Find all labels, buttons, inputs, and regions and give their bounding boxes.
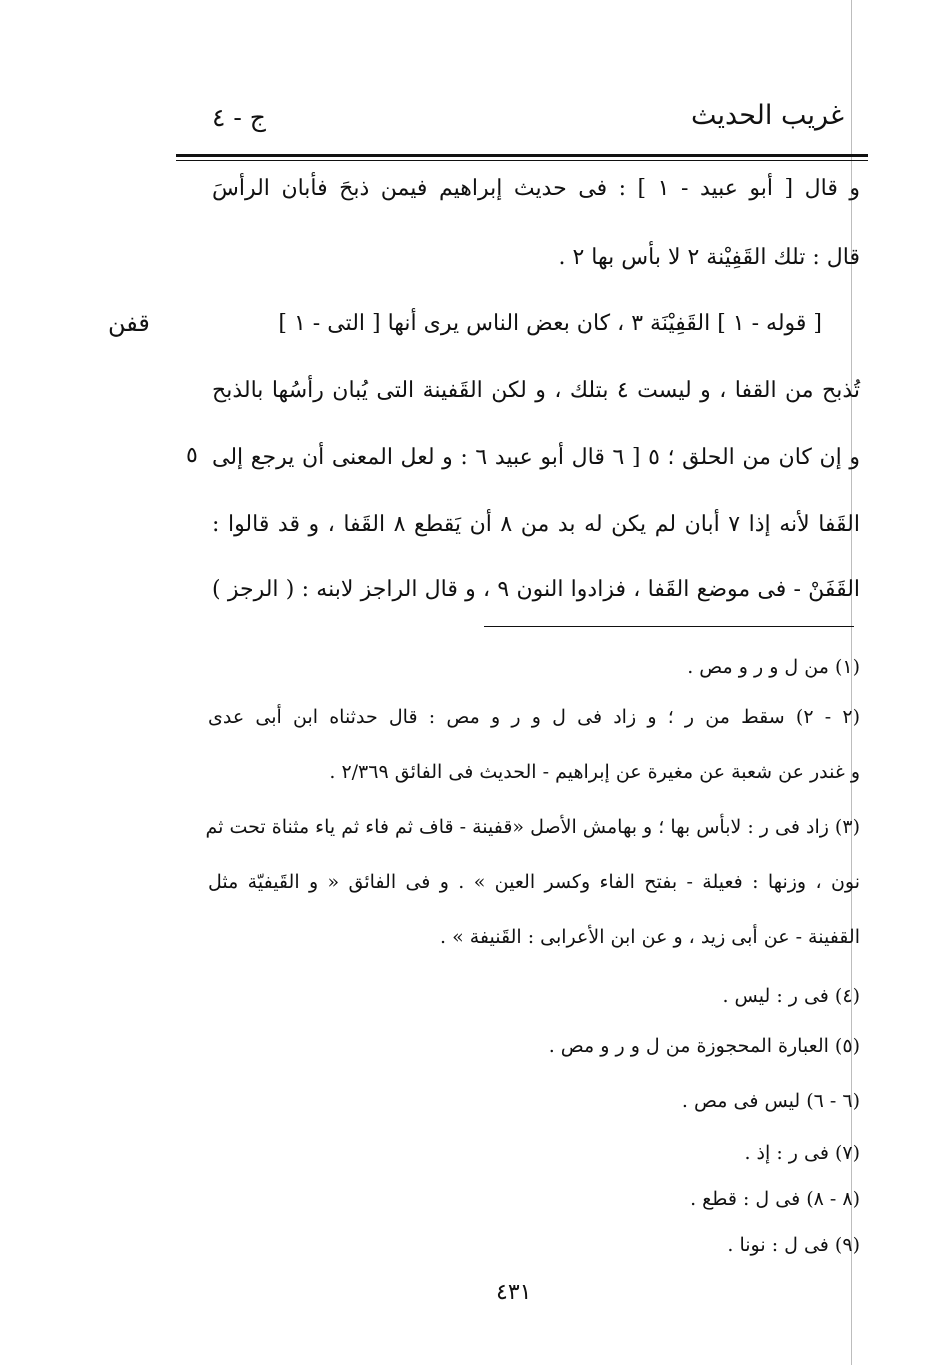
margin-root-word: قفن: [108, 309, 150, 337]
body-line: تُذبح من القفا ، و ليست ٤ بتلك ، و لكن القَفينة التى يُبان رأسُها بالذبح: [212, 378, 860, 403]
body-line: و قال [ أبو عبيد - ١ ] : فى حديث إبراهيم فيمن ذبحَ فأبان الرأسَ: [212, 176, 860, 201]
footnote: (٩) فى ل : نونا .: [727, 1234, 860, 1256]
running-title: غريب الحديث: [691, 100, 844, 131]
page-number: ٤٣١: [496, 1280, 532, 1305]
body-line: القَفَنْ - فى موضع القَفا ، فزادوا النون ٩ ، و قال الراجز لابنه : ( الرجز ): [212, 577, 861, 602]
body-line: قال : تلك القَفِيْنة ٢ لا بأس بها ٢ .: [558, 245, 860, 270]
footnote-rule: [484, 626, 854, 627]
footnote: (٣) زاد فى ر : لابأس بها ؛ و بهامش الأصل «قفينة - قاف ثم فاء ثم ياء مثناة تحت ثم: [205, 816, 860, 838]
header-rule-thick: [176, 154, 868, 157]
footnote: نون ، وزنها : فعيلة - بفتح الفاء وكسر العين » . و فى الفائق « و القَيفيّة مثل: [208, 871, 860, 893]
footnote: (٢ - ٢) سقط من ر ؛ و زاد فى ل و ر و مص : قال حدثناه ابن أبى عدى: [208, 706, 860, 728]
footnote: (٧) فى ر : إذ .: [744, 1142, 860, 1164]
body-line: القَفا لأنه إذا ٧ أبان لم يكن له بد من ٨ أن يَقطع ٨ القَفا ، و قد قالوا :: [212, 512, 860, 537]
header-rule-thin: [176, 160, 868, 161]
footnote: (٤) فى ر : ليس .: [722, 985, 860, 1007]
line-number: ٥: [186, 443, 198, 468]
footnote: (٥) العبارة المحجوزة من ل و ر و مص .: [548, 1035, 860, 1057]
footnote: (٨ - ٨) فى ل : قطع .: [690, 1188, 860, 1210]
footnote: و غندر عن شعبة عن مغيرة عن إبراهيم - الحديث فى الفائق ٢/٣٦٩ .: [329, 761, 860, 783]
body-line: و إن كان من الحلق ؛ ٥ [ ٦ قال أبو عبيد ٦ : و لعل المعنى أن يرجع إلى: [212, 445, 860, 470]
volume-label: ج - ٤: [212, 103, 266, 132]
body-line: [ قوله - ١ ] القَفِيْنَة ٣ ، كان بعض الناس يرى أنها [ التى - ١ ]: [278, 311, 822, 336]
footnote: (١) من ل و ر و مص .: [687, 656, 860, 678]
footnote: (٦ - ٦) ليس فى مص .: [681, 1090, 860, 1112]
footnote: القفينة - عن أبى زيد ، و عن ابن الأعرابى : القَنيفة » .: [439, 926, 860, 948]
